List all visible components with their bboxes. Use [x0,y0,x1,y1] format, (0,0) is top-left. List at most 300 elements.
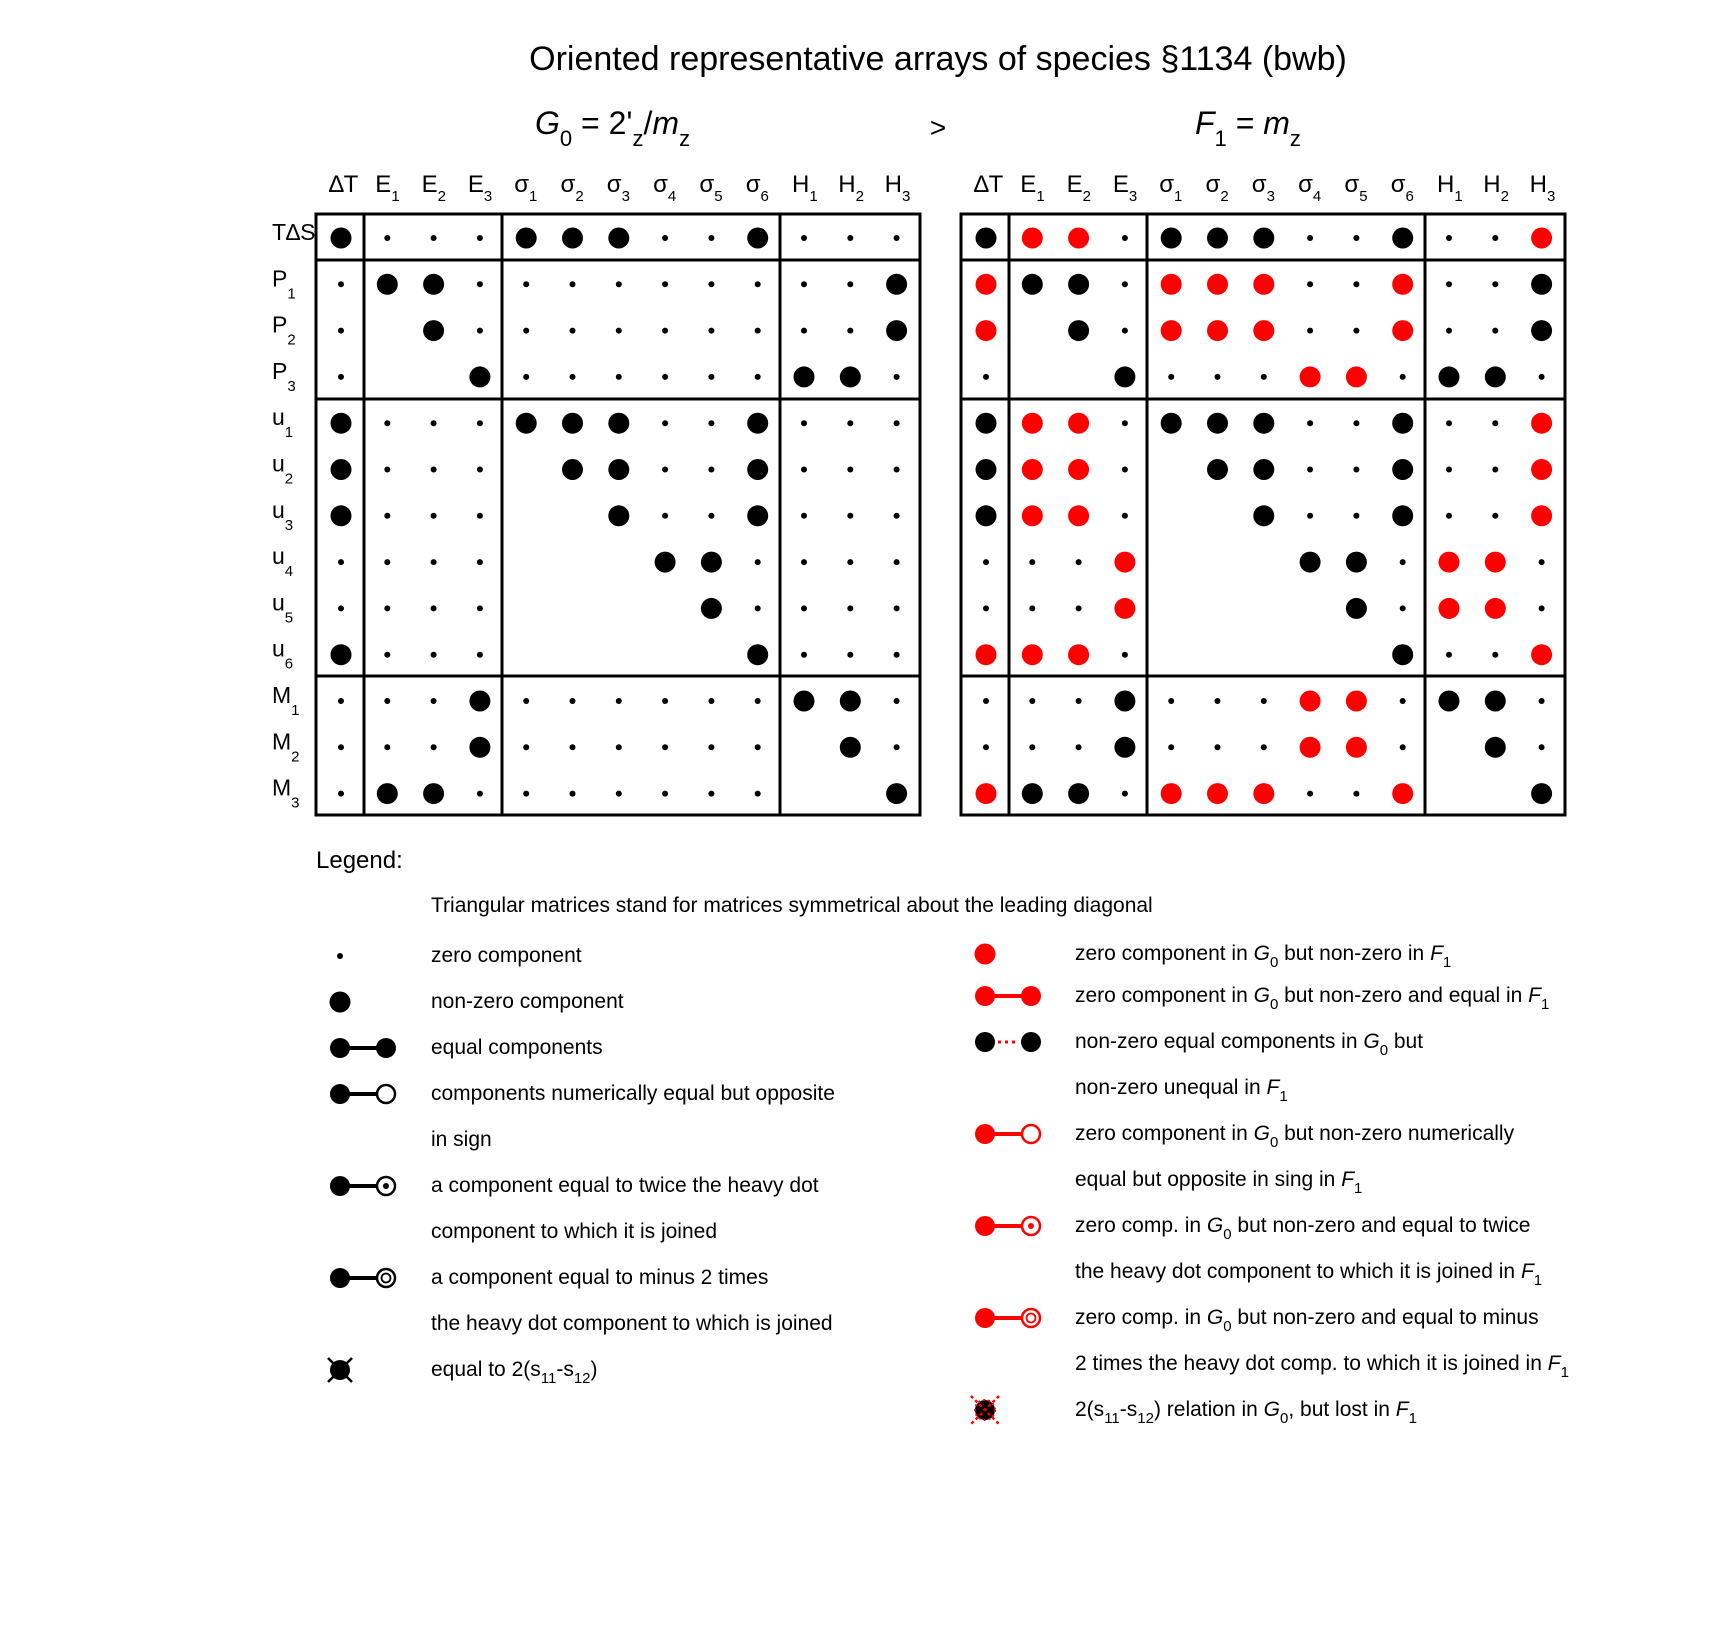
legend-text-part: -s [556,1358,574,1381]
zero-component [801,420,807,426]
zero-component [431,605,437,611]
non-zero-component [747,459,768,480]
legend-text-part: F [1547,1352,1561,1375]
legend-text [1075,942,1451,971]
zero-component [1261,374,1267,380]
zero-component [894,235,900,241]
non-zero-component [1531,320,1552,341]
column-header-sub: 5 [714,188,723,205]
left-array [272,105,920,815]
legend-text-part: 11 [1104,1410,1120,1427]
legend-text [1075,1306,1539,1335]
column-header-sub: 2 [1500,188,1509,205]
legend-item-left [337,944,582,967]
zero-component [1307,513,1313,519]
zero-component [662,235,668,241]
non-zero-component [469,737,490,758]
zero-component [338,605,344,611]
zero-component [570,698,576,704]
non-zero-component [516,413,537,434]
legend-text-part: but non-zero and equal in [1278,984,1529,1007]
right-label-sub: 1 [1214,126,1227,151]
zero-component [1215,698,1221,704]
legend-text [1075,1122,1515,1151]
non-zero-component [1161,228,1182,249]
zero-component [1400,374,1406,380]
row-label-main: u [272,589,285,616]
legend-text-part: component to which it is joined [431,1220,717,1243]
zero-component [708,328,714,334]
zero-component [1446,235,1452,241]
legend-text-part: G [1363,1030,1380,1053]
legend-text-part: 12 [1137,1410,1154,1427]
non-zero-component [331,459,352,480]
column-header-main: E [375,171,392,198]
row-label-11 [272,728,300,765]
zero-component [1446,281,1452,287]
non-zero-component [377,783,398,804]
left-formula-part: m [652,105,680,141]
row-label-sub: 5 [284,609,294,627]
non-zero-component [1439,366,1460,387]
column-header-sub: 2 [437,188,446,205]
legend-item-right [975,942,1452,971]
zero-component [894,420,900,426]
column-header-sub: 3 [1266,188,1275,205]
legend-text-part: 1 [1442,954,1452,971]
non-zero-component [1346,552,1367,573]
zero-component [894,744,900,750]
zero-component [1446,513,1452,519]
zero-component [523,374,529,380]
zero-component [801,467,807,473]
zero-component [894,513,900,519]
legend-text-part: zero component [431,944,582,967]
left-formula-part: = 2' [572,105,633,141]
legend-text-part: but non-zero and equal to twice [1231,1214,1531,1237]
legend-text-part: non-zero equal components in [1075,1030,1364,1053]
column-header-main: E [421,171,438,198]
legend-item-right [975,1030,1423,1105]
left-formula-part: z [632,126,644,151]
zero-component [1539,374,1545,380]
legend-text [431,1266,768,1289]
zero-component [1307,328,1313,334]
non-zero-component [840,366,861,387]
zero-component [338,374,344,380]
zero-component [1539,559,1545,565]
row-label-4 [272,404,293,441]
zero-component [801,328,807,334]
non-zero-component [1531,783,1552,804]
zero-component [1492,420,1498,426]
legend-item-left [330,1266,833,1335]
non-zero-component [608,505,629,526]
row-label-main: M [272,682,292,708]
zero-component [894,652,900,658]
non-zero-component [1253,413,1274,434]
legend-text-part: 0 [1223,1318,1232,1335]
row-label-sub: 4 [284,563,294,581]
red-non-zero-component [1531,644,1552,665]
legend-text-part: 1 [1540,996,1550,1013]
non-zero-component [562,413,583,434]
row-label-main: u [272,496,285,523]
legend-text-part: G [1253,1122,1270,1145]
column-header-left-12 [885,171,911,205]
zero-component [1353,467,1359,473]
legend-text-part: in sign [431,1128,492,1151]
legend-text-part: equal components [431,1036,603,1059]
row-label-sub: 1 [291,702,300,719]
non-zero-component [976,228,997,249]
column-header-sub: 6 [1405,188,1414,205]
zero-component [1492,467,1498,473]
zero-component [1168,374,1174,380]
red-non-zero-component [1346,366,1367,387]
zero-component [616,698,622,704]
non-zero-component [1207,228,1228,249]
column-header-right-10 [1437,171,1463,205]
legend-text-part: zero comp. in [1075,1214,1207,1237]
non-zero-component [562,459,583,480]
zero-component [616,744,622,750]
red-non-zero-component [1068,644,1089,665]
legend-item-right [975,984,1549,1013]
zero-component [1122,420,1128,426]
non-zero-component [608,228,629,249]
legend-text-part: 0 [1223,1226,1232,1243]
non-zero-component [377,274,398,295]
zero-component [1122,281,1128,287]
legend-text-part: 1 [1354,1180,1363,1197]
zero-component [523,698,529,704]
red-non-zero-component [1253,274,1274,295]
column-header-sub: 4 [1312,188,1322,205]
legend-item-left [328,1358,598,1387]
red-twice-link-icon [975,1216,1040,1236]
zero-component [431,698,437,704]
zero-component [477,559,483,565]
legend-text-part: zero component in [1075,1122,1254,1145]
column-header-left-3 [468,171,492,205]
column-header-sub: 6 [760,188,769,205]
zero-component [847,281,853,287]
zero-component [662,374,668,380]
zero-component [662,791,668,797]
legend-text [431,1312,833,1335]
legend-text-part: G [1253,942,1270,965]
zero-component [570,374,576,380]
non-zero-component [608,459,629,480]
zero-component [338,744,344,750]
non-zero-component [886,274,907,295]
zero-component [894,605,900,611]
zero-component [431,513,437,519]
column-header-left-10 [792,171,818,205]
zero-component [384,235,390,241]
column-header-main: σ [653,171,668,198]
red-non-zero-component [976,644,997,665]
column-header-sub: 2 [575,188,584,205]
legend-text [1075,1260,1542,1289]
non-zero-component [1161,413,1182,434]
red-non-zero-component [1207,783,1228,804]
red-non-zero-component [1485,598,1506,619]
zero-component [1446,652,1452,658]
column-header-left-8 [699,171,722,205]
non-zero-component [1022,783,1043,804]
non-zero-component [655,552,676,573]
zero-component [755,374,761,380]
zero-component [708,744,714,750]
column-header-main: σ [699,171,715,198]
legend-text-part: 1 [1533,1272,1543,1289]
zero-component [477,513,483,519]
red-non-zero-component [1114,598,1135,619]
legend-text-part: G [1206,1306,1224,1329]
row-label-10 [272,682,300,719]
zero-component [431,652,437,658]
red-non-zero-component [1022,644,1043,665]
lost-crossed-dot-icon [971,1396,999,1424]
zero-component [477,605,483,611]
zero-component [708,791,714,797]
non-zero-component [701,552,722,573]
left-array-label [535,105,690,151]
legend-text-part: 2(s [1075,1398,1105,1421]
column-header-right-3 [1113,171,1137,205]
column-header-sub: 1 [391,188,400,205]
row-label-main: u [272,450,285,477]
zero-component [431,559,437,565]
zero-component [616,281,622,287]
zero-component [523,281,529,287]
legend-text-part: G [1253,984,1270,1007]
zero-component [1492,652,1498,658]
zero-component [847,467,853,473]
zero-component [384,513,390,519]
non-zero-component [1114,691,1135,712]
legend-text-part: ) [590,1358,598,1381]
opposite-link-icon [330,1084,395,1104]
left-label-sub: 0 [559,126,573,151]
legend-text-part: but non-zero and equal to minus [1231,1306,1539,1329]
red-non-zero-component [1114,552,1135,573]
column-header-left-9 [746,171,769,205]
red-non-zero-component [1022,413,1043,434]
zero-component [894,559,900,565]
red-non-zero-component [1300,691,1321,712]
zero-component [983,744,989,750]
column-header-right-4 [1159,171,1182,205]
zero-component [523,791,529,797]
column-header-left-5 [561,171,584,205]
red-non-zero-component [1531,413,1552,434]
zero-component [338,791,344,797]
zero-component [1029,698,1035,704]
zero-component [338,281,344,287]
column-header-sub: 3 [901,188,911,205]
red-non-zero-component [1531,505,1552,526]
zero-component [847,559,853,565]
legend-text [431,1082,835,1105]
relation-symbol: > [929,112,947,143]
non-zero-component [886,320,907,341]
non-zero-component [516,228,537,249]
zero-component [662,420,668,426]
legend-text [431,1220,717,1243]
column-header-right-0 [974,171,1004,198]
zero-component [1492,281,1498,287]
red-equal-link-icon [975,986,1041,1006]
column-header-sub: 3 [621,188,630,205]
zero-component [894,374,900,380]
zero-component [1076,559,1082,565]
legend-text-part: F [1430,942,1443,965]
non-zero-component [1485,691,1506,712]
non-zero-component [840,691,861,712]
right-formula-part: = [1226,105,1264,141]
legend-text-part: ) relation in [1153,1398,1264,1421]
zero-component [894,698,900,704]
column-header-sub: 1 [809,188,818,205]
figure-title: Oriented representative arrays of species §1134 (bwb) [529,40,1347,78]
column-header-left-6 [607,171,630,205]
red-non-zero-component [1531,459,1552,480]
column-header-main: ∆T [329,171,359,198]
legend [316,847,1569,1427]
zero-component [384,420,390,426]
legend-text-part: equal to 2(s [431,1358,541,1381]
zero-component [755,744,761,750]
column-header-right-12 [1530,171,1556,205]
non-zero-component [1068,320,1089,341]
legend-text-part: G [1206,1214,1224,1237]
zero-component [708,374,714,380]
legend-text-part: 2 times the heavy dot comp. to which it is joined in [1075,1352,1548,1375]
zero-component [1446,467,1452,473]
zero-component [1122,513,1128,519]
row-label-main: P [272,311,288,338]
column-header-left-1 [375,171,399,205]
legend-text-part: 1 [1560,1364,1569,1381]
zero-component [1446,328,1452,334]
non-zero-component [701,598,722,619]
legend-text-part: F [1395,1398,1409,1421]
zero-component [1029,605,1035,611]
red-minus-two-link-icon [975,1308,1040,1328]
non-zero-component [562,228,583,249]
zero-component [1261,744,1267,750]
non-zero-component [1300,552,1321,573]
non-zero-component [1439,691,1460,712]
zero-component [801,559,807,565]
zero-component [384,467,390,473]
non-zero-component [1392,459,1413,480]
zero-component [477,652,483,658]
zero-component [708,420,714,426]
row-label-sub: 2 [291,748,300,766]
non-zero-component [840,737,861,758]
legend-text [1075,984,1549,1013]
non-zero-component [1114,737,1135,758]
row-label-3 [272,358,296,395]
legend-text-part: a component equal to minus 2 times [431,1266,769,1289]
legend-text-part: zero comp. in [1075,1306,1207,1329]
row-label-12 [272,775,300,812]
red-non-zero-component [1068,228,1089,249]
zero-component [755,328,761,334]
zero-component [1076,605,1082,611]
red-non-zero-component [976,320,997,341]
right-label-main: F [1195,105,1215,141]
column-header-sub: 4 [667,188,677,205]
column-header-main: σ [1251,171,1267,198]
column-header-sub: 1 [1036,188,1045,205]
column-header-main: E [467,171,484,198]
row-label-1 [272,265,296,302]
equal-link-icon [330,1038,396,1058]
legend-text-part: 1 [1279,1088,1288,1105]
legend-text-part: zero component in [1075,984,1254,1007]
row-label-sub: 2 [287,331,296,349]
legend-text-part: , but lost in [1288,1398,1396,1421]
non-zero-component [331,228,352,249]
zero-component [1307,420,1313,426]
non-zero-component [423,274,444,295]
non-zero-component [469,366,490,387]
zero-component [1353,328,1359,334]
zero-component [755,281,761,287]
legend-text-part: F [1266,1076,1280,1099]
zero-component [1122,235,1128,241]
red-non-zero-component [1392,320,1413,341]
zero-component [983,605,989,611]
column-header-sub: 3 [483,188,493,205]
legend-text-part: non-zero component [431,990,624,1013]
zero-component [431,467,437,473]
non-zero-component [747,505,768,526]
zero-component [1122,467,1128,473]
zero-component [708,467,714,473]
dotted-link-icon [975,1032,1041,1052]
non-zero-component [1207,413,1228,434]
non-zero-component [1392,644,1413,665]
zero-component [384,698,390,704]
zero-component [708,235,714,241]
zero-component [523,328,529,334]
zero-component [847,328,853,334]
right-formula-part: z [1289,126,1301,151]
zero-component [616,328,622,334]
legend-text-part: 0 [1269,954,1279,971]
non-zero-component [1253,505,1274,526]
legend-text-part: F [1341,1168,1355,1191]
red-non-zero-component [1485,552,1506,573]
column-header-main: H [1483,171,1501,198]
non-zero-component [1392,413,1413,434]
column-header-left-11 [838,171,864,205]
row-label-sub: 6 [284,655,294,673]
red-non-zero-component [1392,783,1413,804]
zero-component [1122,328,1128,334]
column-header-sub: 2 [1220,188,1229,205]
legend-text-part: -s [1119,1398,1138,1421]
row-label-sub: 1 [284,424,294,442]
zero-component [983,698,989,704]
legend-text-part: F [1528,984,1541,1007]
